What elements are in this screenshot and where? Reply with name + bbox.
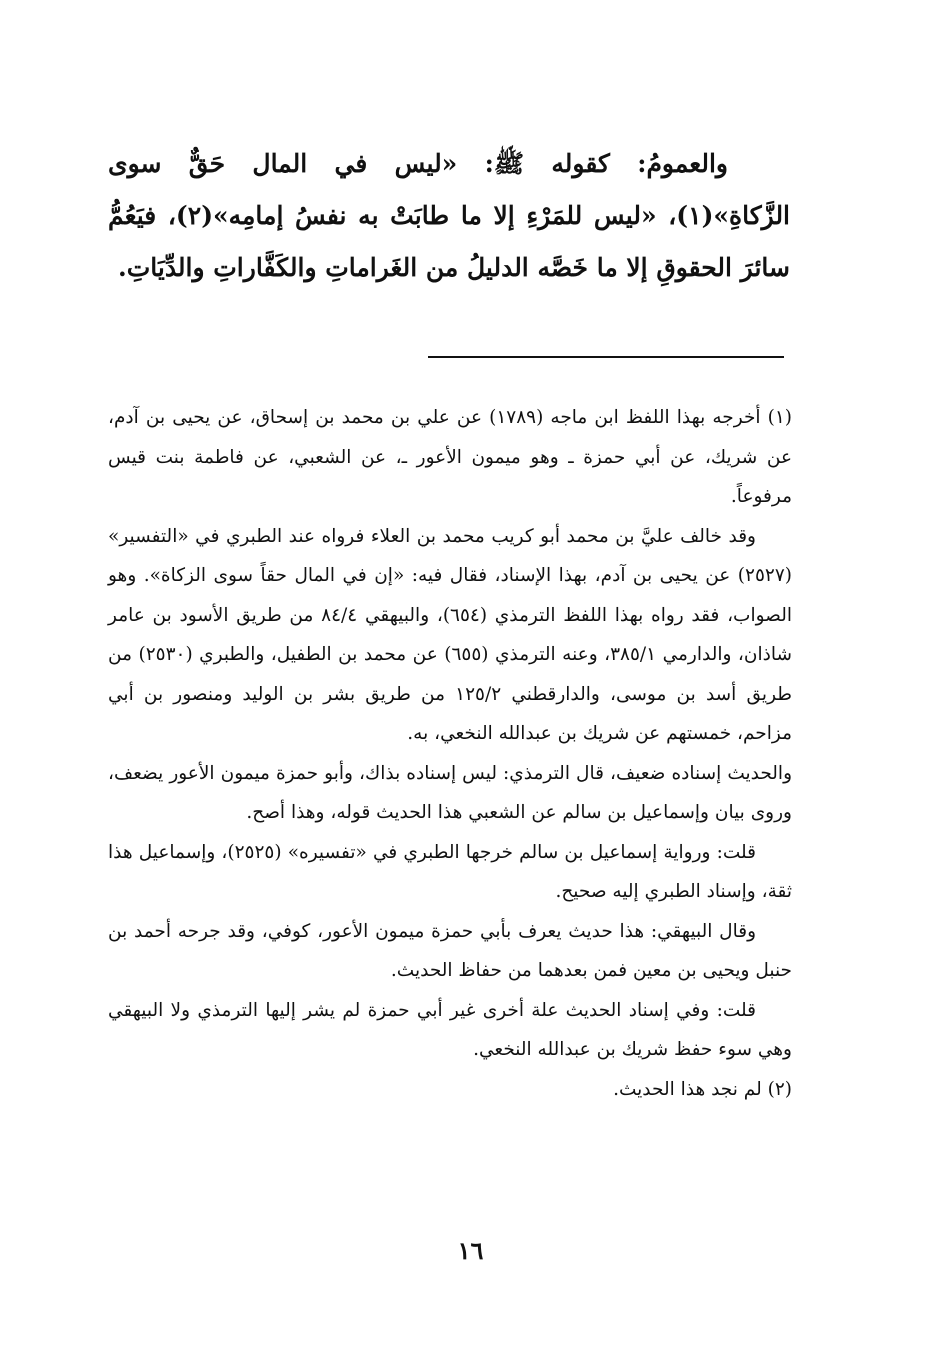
footnote-separator: [428, 356, 784, 358]
page-number: ١٦: [457, 1236, 484, 1265]
footnote-1-intro: (١) أخرجه بهذا اللفظ ابن ماجه (١٧٨٩) عن علي بن محمد بن إسحاق، عن يحيى بن آدم، عن شريك، عن أبي حمزة ـ وهو ميمون الأعور ـ، عن الشعبي، عن فاطمة بنت قيس مرفوعاً.: [108, 407, 792, 507]
footnote-1-comment-1: قلت: ورواية إسماعيل بن سالم خرجها الطبري في «تفسيره» (٢٥٢٥)، وإسماعيل هذا ثقة، وإسناد الطبري إليه صحيح.: [108, 841, 792, 902]
footnote-1-grading: والحديث إسناده ضعيف، قال الترمذي: ليس إسناده بذاك، وأبو حمزة ميمون الأعور يضعف، وروى بيان وإسماعيل بن سالم عن الشعبي هذا الحديث قوله، وهذا أصح.: [108, 762, 792, 823]
main-text-block: [108, 138, 790, 294]
footnotes-block: [108, 398, 792, 1109]
main-paragraph: والعمومُ: كقوله ﷺ: «ليس في المال حَقٌّ سوى الزَّكاةِ»(١)، «ليس للمَرْءِ إلا ما طابَتْ به نفسُ إمامِه»(٢)، فيَعُمُّ سائرَ الحقوقِ إلا ما خَصَّه الدليلُ من الغَراماتِ والكَفَّاراتِ والدِّيَاتِ.: [108, 149, 791, 282]
footnote-1-bayhaqi: وقال البيهقي: هذا حديث يعرف بأبي حمزة ميمون الأعور، كوفي، وقد جرحه أحمد بن حنبل ويحيى بن معين فمن بعدهما من حفاظ الحديث.: [108, 920, 792, 981]
footnote-1-discussion: وقد خالف عليَّ بن محمد أبو كريب محمد بن العلاء فرواه عند الطبري في «التفسير» (٢٥٢٧) عن يحيى بن آدم، بهذا الإسناد، فقال فيه: «إن في المال حقاً سوى الزكاة». وهو الصواب، فقد رواه بهذا اللفظ الترمذي (٦٥٤)، والبيهقي ٨٤/٤ من طريق الأسود بن عامر شاذان، والدارمي ٣٨٥/١، وعنه الترمذي (٦٥٥) عن محمد بن الطفيل، والطبري (٢٥٣٠) من طريق أسد بن موسى، والدارقطني ١٢٥/٢ من طريق بشر بن الوليد ومنصور بن أبي مزاحم، خمستهم عن شريك بن عبدالله النخعي، به.: [108, 525, 792, 744]
footnote-2: (٢) لم نجد هذا الحديث.: [613, 1078, 792, 1100]
footnote-1-comment-2: قلت: وفي إسناد الحديث علة أخرى غير أبي حمزة لم يشر إليها الترمذي ولا البيهقي وهي سوء حفظ شريك بن عبدالله النخعي.: [108, 999, 792, 1060]
